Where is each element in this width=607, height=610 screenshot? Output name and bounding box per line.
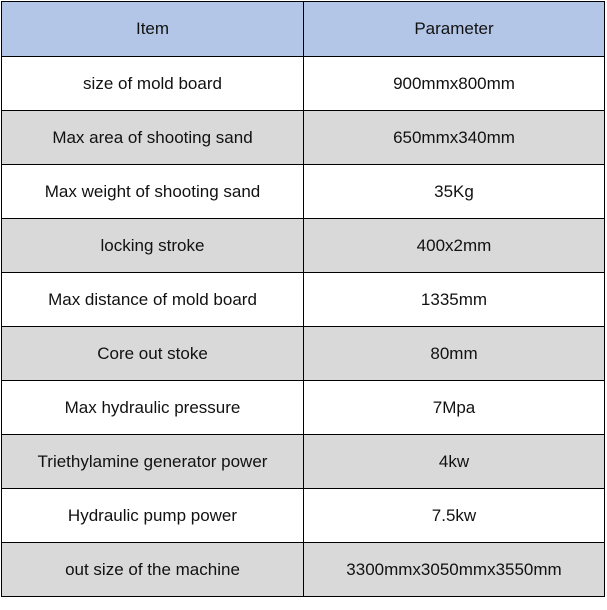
table-row (2, 273, 605, 327)
table-row (2, 165, 605, 219)
table-row (2, 435, 605, 489)
table-row (2, 57, 605, 111)
parameter-cell: 80mm (304, 327, 605, 381)
item-cell: Core out stoke (2, 327, 304, 381)
header-parameter: Parameter (304, 2, 605, 57)
item-cell: Max distance of mold board (2, 273, 304, 327)
parameter-cell: 35Kg (304, 165, 605, 219)
item-cell: Max hydraulic pressure (2, 381, 304, 435)
table-row (2, 327, 605, 381)
table-row (2, 219, 605, 273)
parameter-cell: 900mmx800mm (304, 57, 605, 111)
table-row (2, 489, 605, 543)
item-cell: out size of the machine (2, 543, 304, 597)
item-cell: locking stroke (2, 219, 304, 273)
spec-table (1, 1, 605, 597)
item-cell: size of mold board (2, 57, 304, 111)
parameter-cell: 7.5kw (304, 489, 605, 543)
header-item: Item (2, 2, 304, 57)
parameter-cell: 4kw (304, 435, 605, 489)
parameter-cell: 1335mm (304, 273, 605, 327)
table-row (2, 381, 605, 435)
item-cell: Max weight of shooting sand (2, 165, 304, 219)
parameter-cell: 400x2mm (304, 219, 605, 273)
parameter-cell: 3300mmx3050mmx3550mm (304, 543, 605, 597)
parameter-cell: 650mmx340mm (304, 111, 605, 165)
table-row (2, 111, 605, 165)
header-row (2, 2, 605, 57)
item-cell: Triethylamine generator power (2, 435, 304, 489)
item-cell: Max area of shooting sand (2, 111, 304, 165)
table-row (2, 543, 605, 597)
item-cell: Hydraulic pump power (2, 489, 304, 543)
parameter-cell: 7Mpa (304, 381, 605, 435)
